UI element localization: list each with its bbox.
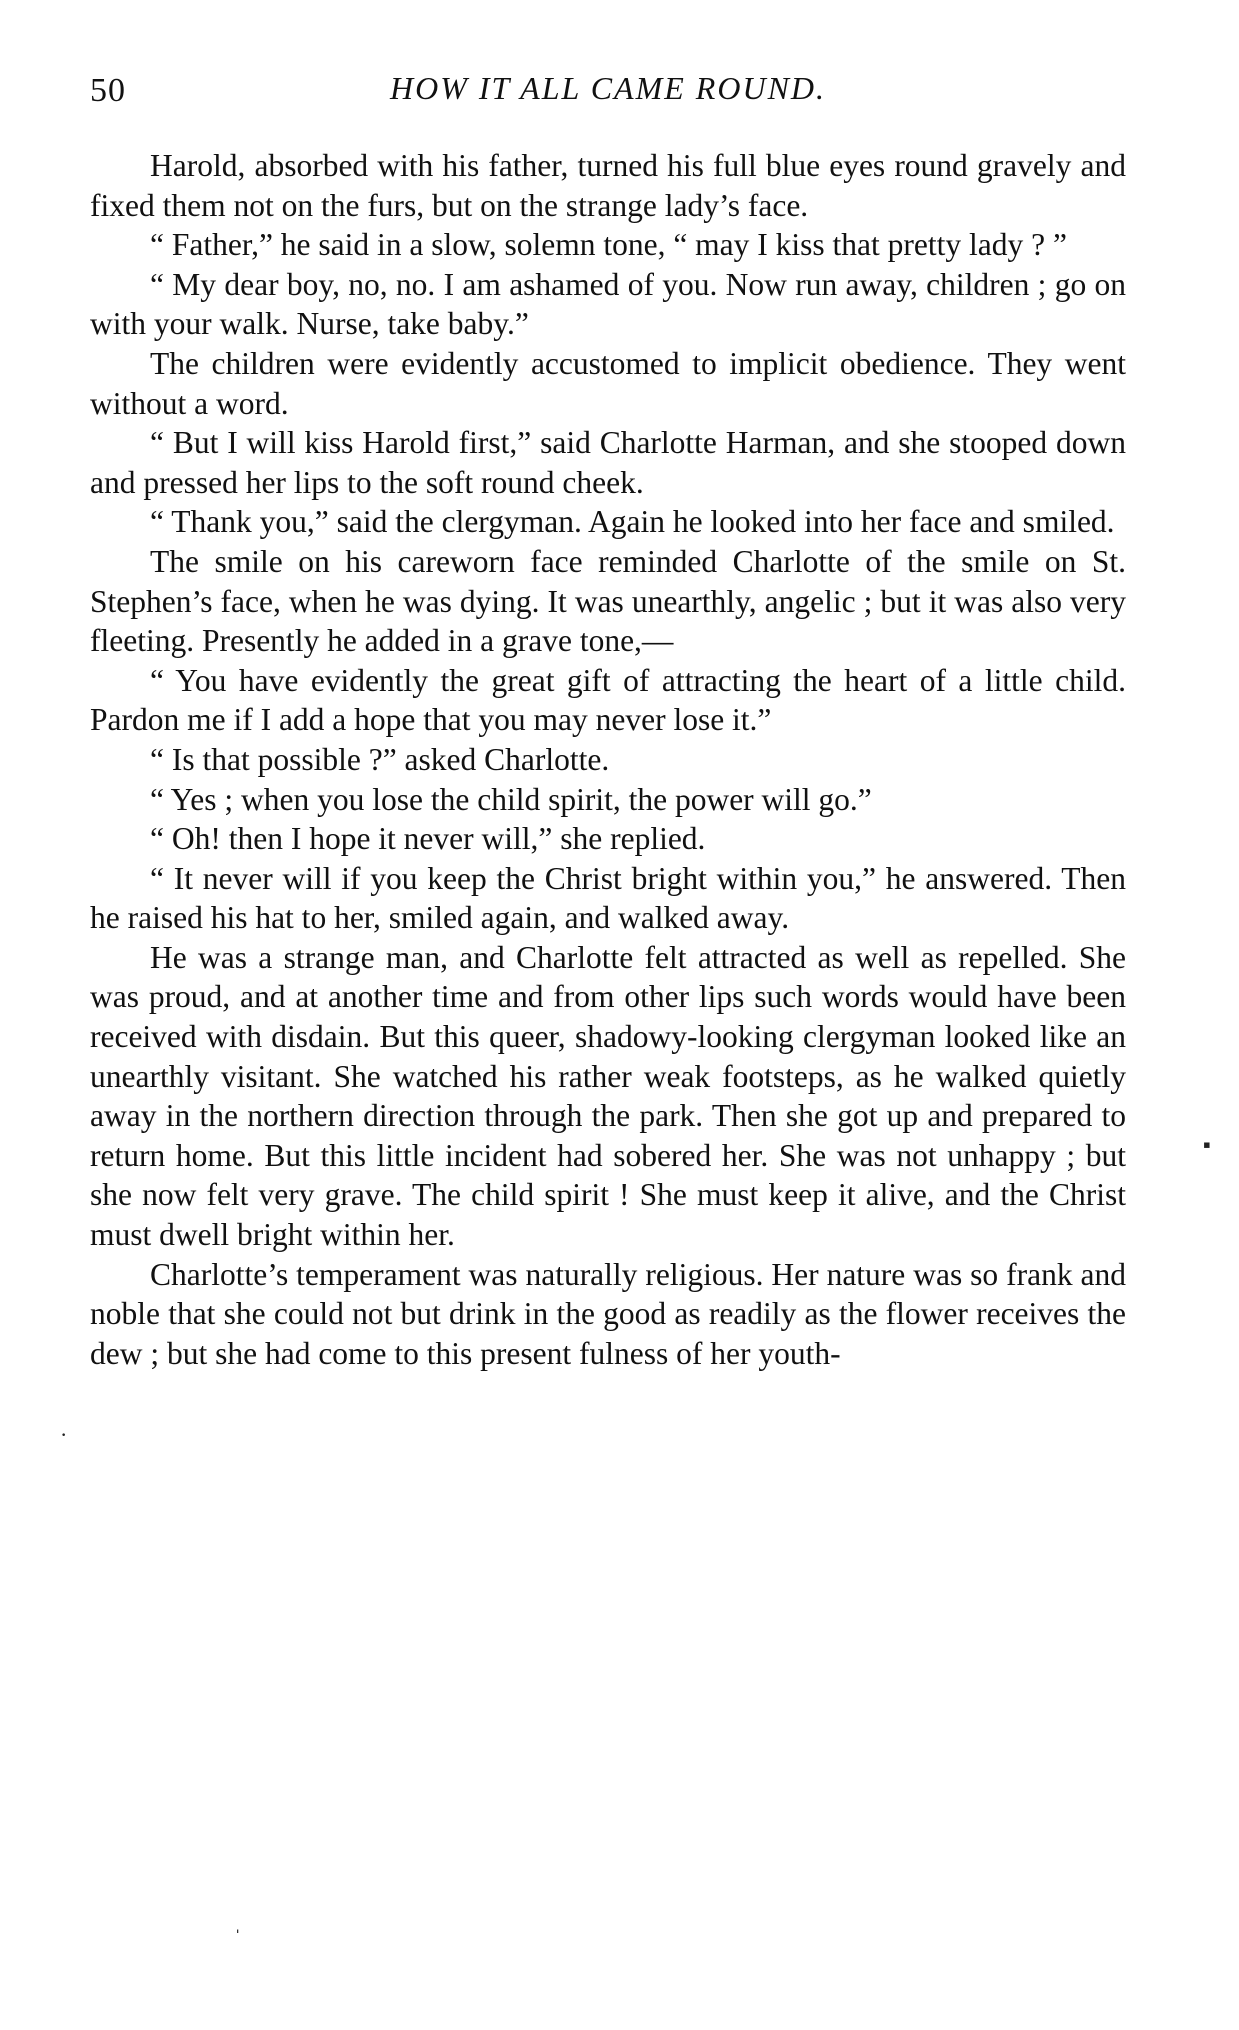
paragraph: Harold, absorbed with his father, turned his full blue eyes round gravely and fixed them not on the furs, but on the strange lady’s face. bbox=[90, 148, 1126, 223]
book-page bbox=[90, 66, 1126, 1371]
paragraph: “ Is that possible ?” asked Charlotte. bbox=[150, 741, 610, 777]
paragraph: He was a strange man, and Charlotte felt attracted as well as repelled. She was proud, and at another time and from other lips such words would have been received with disdain. But this queer, shadowy-looking clergyman looked like an unearthly visitant. She watched his rather weak footsteps, as he walked quietly away in the northern direction through the park. Then she got up and prepared to return home. But this little incident had sobered her. She was not unhappy ; but she now felt very grave. The child spirit ! She must keep it alive, and the Christ must dwell bright within her. bbox=[90, 939, 1126, 1253]
paragraph: “ You have evidently the great gift of attracting the heart of a little child. Pardon me if I add a hope that you may never lose it.” bbox=[90, 662, 1126, 738]
paragraph: Charlotte’s temperament was naturally religious. Her nature was so frank and noble that she could not but drink in the good as readily as the flower receives the dew ; but she had come to this present fulness of her youth- bbox=[90, 1256, 1126, 1371]
paragraph: “ Yes ; when you lose the child spirit, the power will go.” bbox=[150, 781, 872, 817]
paragraph: “ But I will kiss Harold first,” said Charlotte Harman, and she stooped down and pressed her lips to the soft round cheek. bbox=[90, 425, 1126, 500]
paragraph: “ Father,” he said in a slow, solemn tone, “ may I kiss that pretty lady ? ” bbox=[150, 227, 1067, 263]
running-title: HOW IT ALL CAME ROUND. bbox=[389, 70, 827, 106]
ink-speck: ▪ bbox=[1203, 1132, 1211, 1157]
page-number: 50 bbox=[90, 72, 126, 109]
paragraph: The smile on his careworn face reminded Charlotte of the smile on St. Stephen’s face, when he was dying. It was unearthly, angelic ; but it was also very fleeting. Presently he added in a grave tone,— bbox=[90, 543, 1126, 659]
page-header bbox=[90, 66, 1126, 126]
body-text bbox=[90, 146, 1126, 1373]
paragraph: “ It never will if you keep the Christ bright within you,” he answered. Then he raised his hat to her, smiled again, and walked away. bbox=[90, 860, 1126, 936]
ink-speck: · bbox=[60, 1422, 68, 1447]
paragraph: “ Oh! then I hope it never will,” she replied. bbox=[150, 821, 706, 857]
paragraph: The children were evidently accustomed to implicit obedience. They went without a word. bbox=[90, 345, 1126, 421]
ink-speck: ˈ bbox=[234, 1925, 242, 1950]
paragraph: “ Thank you,” said the clergyman. Again he looked into her face and smiled. bbox=[150, 504, 1115, 540]
paragraph: “ My dear boy, no, no. I am ashamed of you. Now run away, children ; go on with your walk. Nurse, take baby.” bbox=[90, 266, 1126, 342]
